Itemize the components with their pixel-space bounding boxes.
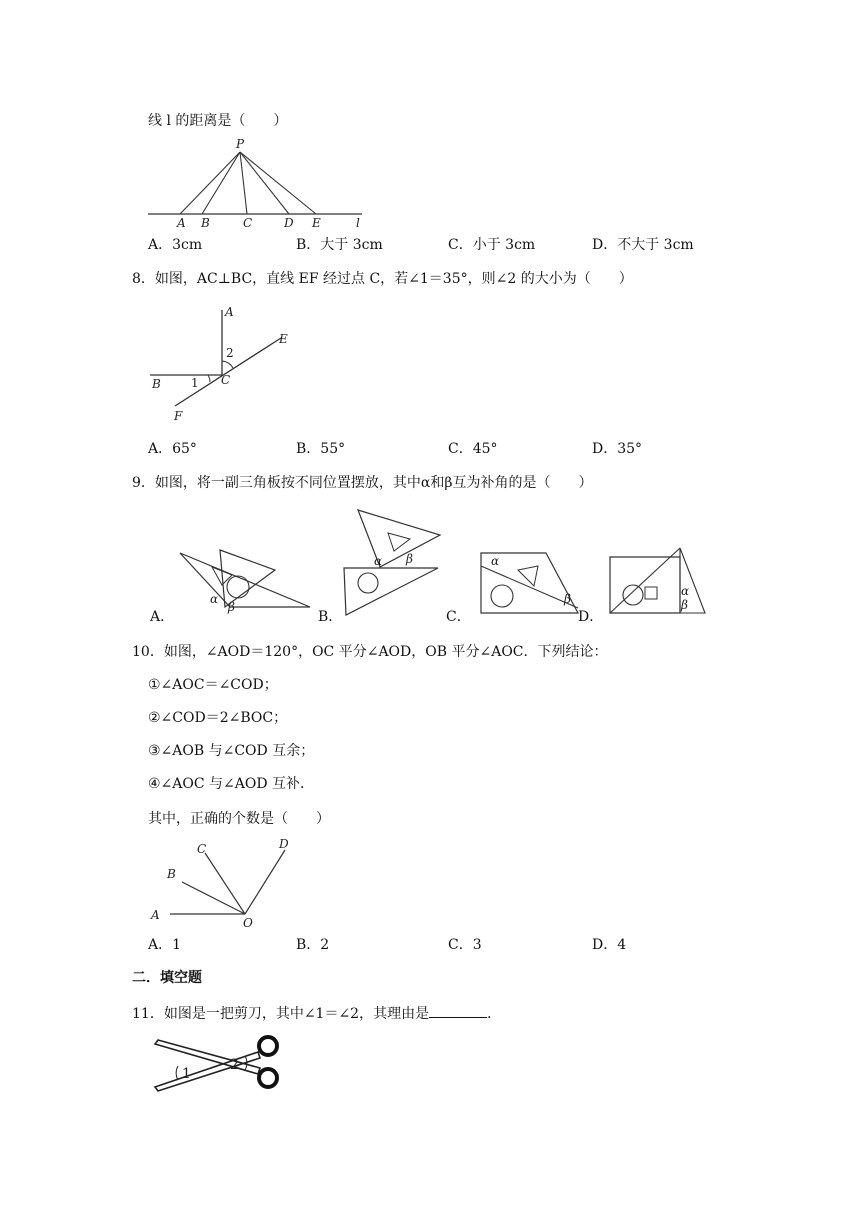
- q10-label-c: C: [197, 842, 207, 856]
- q10-question: 其中，正确的个数是（ ）: [148, 811, 330, 827]
- q9-stem: 9．如图，将一副三角板按不同位置摆放，其中α和β互为补角的是（ ）: [132, 475, 593, 491]
- q8-label-one: 1: [191, 376, 199, 390]
- q10-option-b[interactable]: B．2: [296, 937, 330, 953]
- q7-stem-tail: 线 l 的距离是（ ）: [148, 113, 288, 129]
- q9-figure-c: [478, 548, 588, 616]
- q8-option-a[interactable]: A．65°: [148, 441, 197, 457]
- q10-figure: [145, 835, 305, 930]
- q7-label-l: l: [356, 216, 360, 230]
- q9-c-alpha: α: [491, 554, 500, 568]
- q10-option-c[interactable]: C．3: [448, 937, 482, 953]
- q8-option-d[interactable]: D．35°: [592, 441, 643, 457]
- q11-stem-before: 11．如图是一把剪刀，其中∠1＝∠2，其理由是: [132, 1006, 430, 1022]
- q8-option-c[interactable]: C．45°: [448, 441, 498, 457]
- q11-stem: [132, 1003, 501, 1023]
- q9-option-a[interactable]: A．: [150, 609, 175, 625]
- q9-b-beta: β: [406, 552, 413, 566]
- q8-label-e: E: [279, 332, 288, 346]
- q7-label-e: E: [312, 216, 321, 230]
- q10-label-a: A: [151, 908, 160, 922]
- q7-option-a[interactable]: A．3cm: [148, 237, 203, 253]
- q10-conclusion-4: ④∠AOC 与∠AOD 互补．: [148, 776, 315, 792]
- q8-figure: [145, 300, 315, 430]
- q9-d-beta: β: [681, 598, 688, 612]
- q8-label-a: A: [225, 305, 234, 319]
- q7-label-c: C: [243, 216, 253, 230]
- q9-a-beta: β: [228, 600, 235, 614]
- q9-option-b[interactable]: B．: [318, 609, 343, 625]
- q10-option-d[interactable]: D．4: [592, 937, 627, 953]
- q9-d-alpha: α: [681, 584, 690, 598]
- q9-figure-d: [605, 545, 710, 617]
- q9-a-alpha: α: [210, 592, 219, 606]
- q10-stem: 10．如图，∠AOD＝120°，OC 平分∠AOD，OB 平分∠AOC．下列结论：: [132, 644, 608, 660]
- q7-label-p: P: [236, 137, 245, 151]
- q8-label-f: F: [174, 409, 183, 423]
- q11-label-two: 2: [230, 1057, 239, 1073]
- q9-c-beta: β: [564, 592, 571, 606]
- q9-option-c[interactable]: C．: [446, 609, 471, 625]
- q10-conclusion-2: ②∠COD＝2∠BOC；: [148, 710, 288, 726]
- q7-option-b[interactable]: B．大于 3cm: [296, 237, 383, 253]
- q10-label-o: O: [243, 916, 253, 930]
- q10-conclusion-1: ①∠AOC＝∠COD；: [148, 677, 278, 693]
- q10-label-d: D: [279, 837, 289, 851]
- q7-label-d: D: [284, 216, 294, 230]
- q10-label-b: B: [167, 867, 176, 881]
- q9-b-alpha: α: [374, 554, 383, 568]
- q11-label-one: 1: [182, 1066, 191, 1082]
- q8-stem: 8．如图，AC⊥BC，直线 EF 经过点 C，若∠1＝35°，则∠2 的大小为（ ）: [132, 271, 633, 287]
- q10-conclusion-3: ③∠AOB 与∠COD 互余；: [148, 743, 315, 759]
- q8-label-b: B: [152, 377, 161, 391]
- q7-option-d[interactable]: D．不大于 3cm: [592, 237, 694, 253]
- q7-label-a: A: [177, 216, 186, 230]
- q7-label-b: B: [201, 216, 210, 230]
- q8-label-two: 2: [226, 346, 234, 360]
- q11-answer-blank[interactable]: [429, 1003, 487, 1018]
- q9-figure-b: [330, 505, 450, 620]
- section-heading: 二．填空题: [132, 970, 202, 986]
- q10-option-a[interactable]: A．1: [148, 937, 182, 953]
- q8-label-c: C: [221, 373, 231, 387]
- q8-option-b[interactable]: B．55°: [296, 441, 346, 457]
- q11-scissors-figure: [150, 1030, 285, 1095]
- q11-stem-after: ．: [487, 1006, 502, 1022]
- q9-option-d[interactable]: D．: [578, 609, 604, 625]
- q7-figure: [140, 135, 380, 230]
- q7-option-c[interactable]: C．小于 3cm: [448, 237, 536, 253]
- q9-figure-a: [170, 545, 320, 615]
